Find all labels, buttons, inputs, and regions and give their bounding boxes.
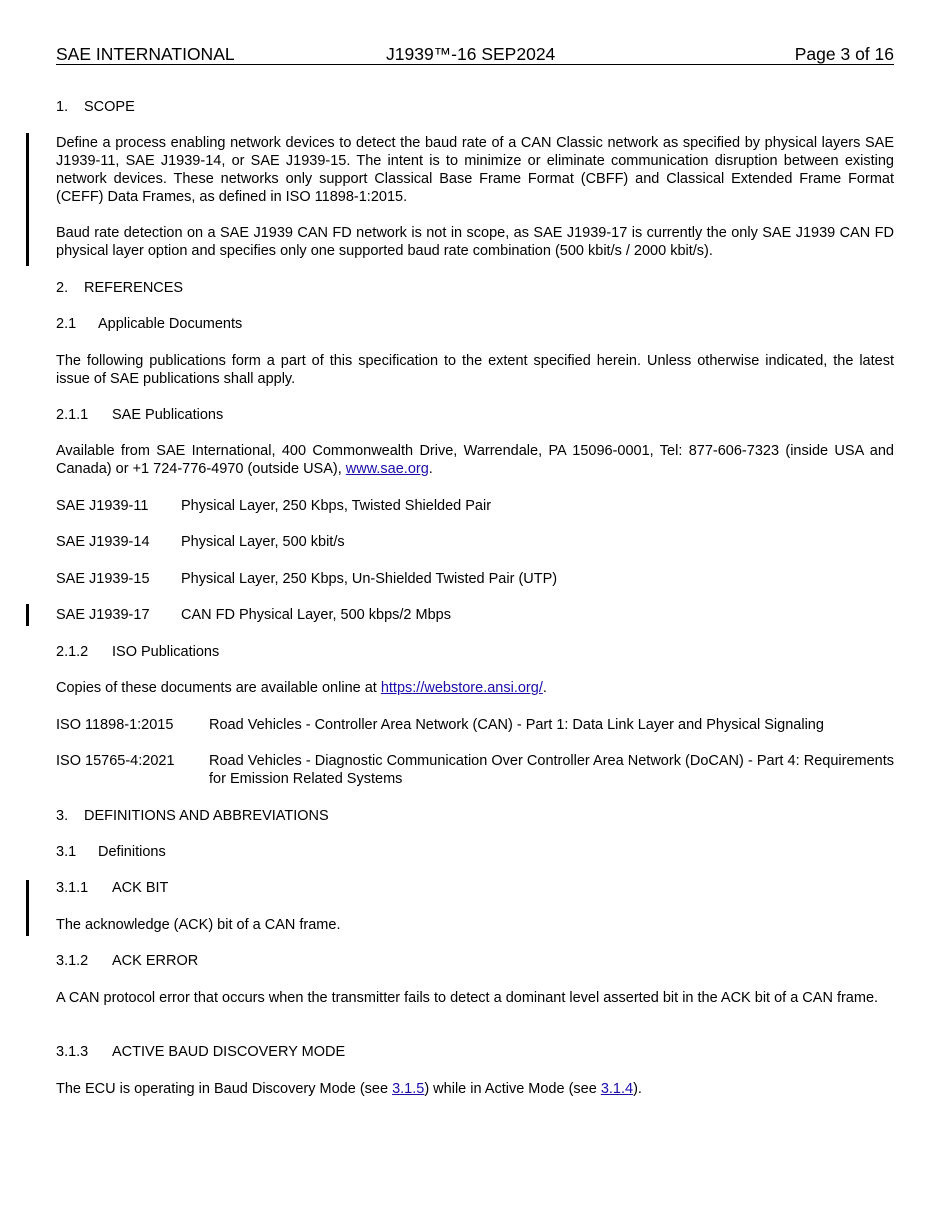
paragraph-text: ) while in Active Mode (see <box>424 1081 601 1097</box>
section-3-1-5-link[interactable]: 3.1.5 <box>392 1081 425 1097</box>
heading-references <box>56 279 894 297</box>
reference-code: SAE J1939-14 <box>56 534 150 550</box>
iso-publications-paragraph <box>56 679 894 697</box>
heading-number: 1. <box>56 99 69 115</box>
heading-ack-error <box>56 952 894 970</box>
heading-title: SCOPE <box>84 99 135 115</box>
heading-applicable-documents <box>56 315 894 333</box>
page-header <box>56 44 894 65</box>
reference-code: SAE J1939-11 <box>56 498 149 514</box>
scope-paragraph-2: Baud rate detection on a SAE J1939 CAN FD network is not in scope, as SAE J1939-17 is currently the only SAE J1939 CAN FD physical layer option and specifies only one supported baud rate combination (500 kbit/s / 2000 kbit/s). <box>56 225 894 259</box>
reference-description: Physical Layer, 500 kbit/s <box>181 534 345 550</box>
heading-definitions-abbreviations <box>56 807 894 825</box>
change-bar-ack-bit <box>26 880 29 936</box>
applicable-documents-paragraph: The following publications form a part of this specification to the extent specified herein. Unless otherwise indicated, the latest issue of SAE publications shall apply. <box>56 353 894 387</box>
heading-number: 2.1.1 <box>56 407 89 423</box>
paragraph-text: Available from SAE International, 400 Commonwealth Drive, Warrendale, PA 15096-0001, Tel: 877-606-7323 (inside USA and Canada) or +1 724-776-4970 (outside USA), <box>56 443 894 477</box>
reference-code: SAE J1939-17 <box>56 607 150 623</box>
paragraph-text: . <box>428 461 433 477</box>
ack-bit-definition: The acknowledge (ACK) bit of a CAN frame. <box>56 917 341 933</box>
paragraph-text: ). <box>633 1081 642 1097</box>
heading-title: Applicable Documents <box>98 316 243 332</box>
heading-number: 2.1 <box>56 316 77 332</box>
heading-number: 3.1.3 <box>56 1044 89 1060</box>
sae-publications-paragraph <box>56 442 894 478</box>
heading-number: 3.1.2 <box>56 953 89 969</box>
reference-code: ISO 15765-4:2021 <box>56 753 175 769</box>
paragraph-text: The ECU is operating in Baud Discovery Mode (see <box>56 1081 393 1097</box>
scope-paragraph-1: Define a process enabling network devices to detect the baud rate of a CAN Classic network as specified by physical layers SAE J1939-11, SAE J1939-14, or SAE J1939-15. The intent is to minimize or eliminate communication disruption between existing network devices. These networks only support Classical Base Frame Format (CBFF) and Classical Extended Frame Format (CEFF) Data Frames, as defined in ISO 11898-1:2015. <box>56 135 894 205</box>
heading-ack-bit <box>56 879 894 897</box>
reference-description: Physical Layer, 250 Kbps, Un-Shielded Twisted Pair (UTP) <box>181 571 558 587</box>
header-document-id: J1939™-16 SEP2024 <box>386 44 556 64</box>
paragraph-text: Copies of these documents are available online at <box>56 680 381 696</box>
header-page-number: Page 3 of 16 <box>794 44 894 64</box>
heading-number: 2.1.2 <box>56 644 89 660</box>
heading-number: 2. <box>56 280 69 296</box>
reference-description: Physical Layer, 250 Kbps, Twisted Shielded Pair <box>181 498 492 514</box>
paragraph-text: . <box>542 680 547 696</box>
heading-scope <box>56 98 894 116</box>
reference-code: ISO 11898-1:2015 <box>56 717 174 733</box>
heading-iso-publications <box>56 643 894 661</box>
heading-definitions <box>56 843 894 861</box>
heading-title: DEFINITIONS AND ABBREVIATIONS <box>84 808 329 824</box>
section-3-1-4-link[interactable]: 3.1.4 <box>600 1081 634 1097</box>
reference-code: SAE J1939-15 <box>56 571 150 587</box>
heading-title: SAE Publications <box>112 407 224 423</box>
ansi-webstore-link[interactable]: https://webstore.ansi.org/ <box>380 680 543 696</box>
heading-title: ACK BIT <box>112 880 169 896</box>
heading-title: REFERENCES <box>84 280 184 296</box>
reference-description: Road Vehicles - Controller Area Network (CAN) - Part 1: Data Link Layer and Physical Signaling <box>209 717 824 733</box>
heading-title: ACTIVE BAUD DISCOVERY MODE <box>112 1044 346 1060</box>
reference-description: CAN FD Physical Layer, 500 kbps/2 Mbps <box>181 607 451 623</box>
heading-title: ISO Publications <box>112 644 220 660</box>
change-bar-scope <box>26 133 29 266</box>
sae-website-link[interactable]: www.sae.org <box>345 461 429 477</box>
header-organization: SAE INTERNATIONAL <box>56 44 235 64</box>
active-baud-discovery-mode-definition <box>56 1080 894 1098</box>
heading-sae-publications <box>56 406 894 424</box>
ack-error-definition: A CAN protocol error that occurs when the transmitter fails to detect a dominant level asserted bit in the ACK bit of a CAN frame. <box>56 990 879 1006</box>
heading-number: 3. <box>56 808 69 824</box>
heading-number: 3.1 <box>56 844 77 860</box>
heading-active-baud-discovery-mode <box>56 1043 894 1061</box>
heading-number: 3.1.1 <box>56 880 89 896</box>
heading-title: ACK ERROR <box>112 953 199 969</box>
change-bar-j1939-17 <box>26 604 29 626</box>
heading-title: Definitions <box>98 844 166 860</box>
reference-description: Road Vehicles - Diagnostic Communication Over Controller Area Network (DoCAN) - Part 4: Requirements for Emission Related Systems <box>209 753 894 787</box>
